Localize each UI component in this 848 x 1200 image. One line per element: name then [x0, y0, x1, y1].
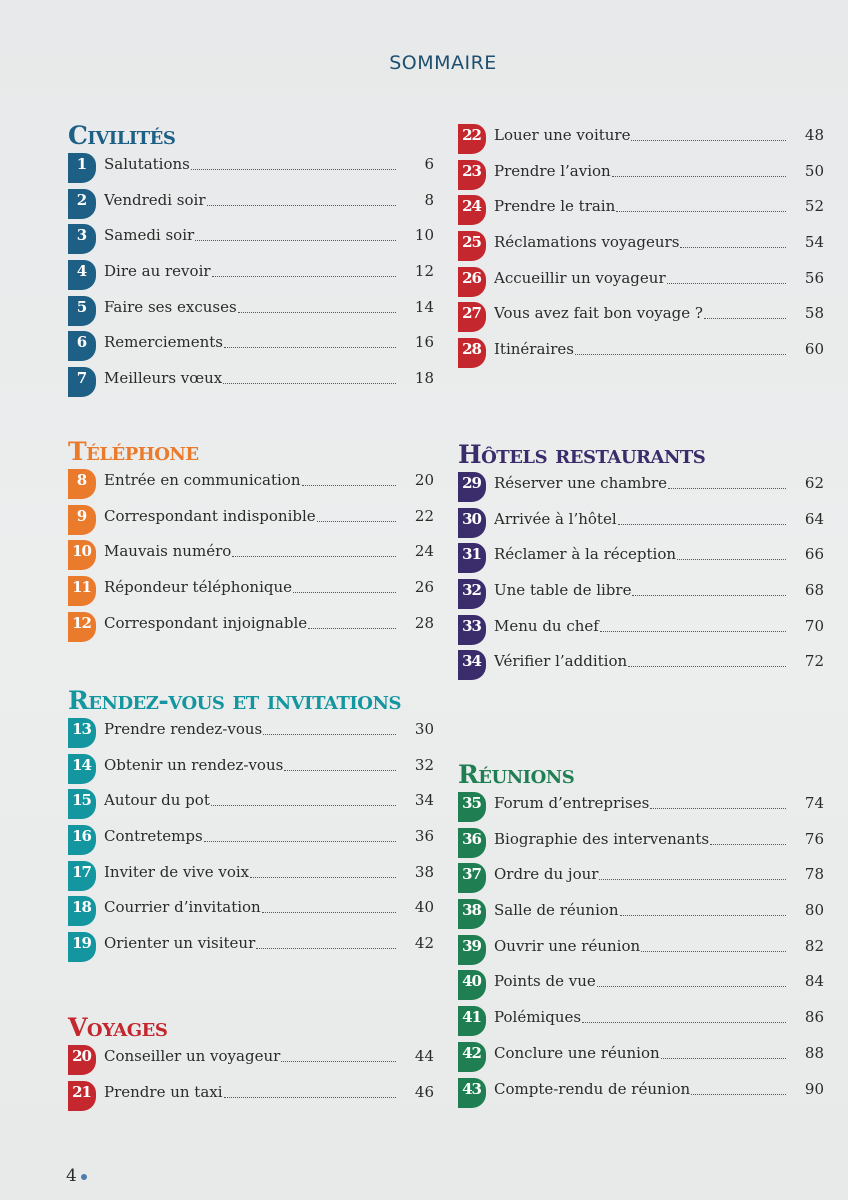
entry-page-number: 8 [424, 190, 434, 209]
dot-leader [632, 594, 786, 596]
entry-title: Courrier d’invitation [104, 898, 261, 917]
dot-leader [680, 246, 786, 248]
entry-title: Inviter de vive voix [104, 862, 250, 881]
entry-label [494, 579, 788, 601]
dot-leader [211, 804, 396, 806]
entry-page-number: 54 [804, 233, 824, 252]
entry-page-number: 86 [804, 1008, 824, 1027]
entry-title: Polémiques [494, 1008, 582, 1027]
toc-entry[interactable] [458, 828, 838, 864]
entry-page-number: 62 [804, 474, 824, 492]
section-hotels [458, 440, 838, 686]
entry-label [494, 650, 788, 672]
toc-entry[interactable] [68, 331, 448, 367]
entry-page-number: 14 [414, 297, 434, 316]
dot-leader [661, 1057, 786, 1059]
toc-entry[interactable] [68, 576, 448, 612]
entry-label [104, 296, 398, 318]
toc-entry[interactable] [68, 540, 448, 576]
section-title: Réunions [458, 760, 575, 789]
unit-number-badge: 20 [68, 1045, 96, 1075]
entry-label [104, 260, 398, 282]
entry-title: Biographie des intervenants [494, 829, 710, 848]
entry-title: Autour du pot [104, 791, 210, 810]
dot-leader [618, 523, 786, 525]
entry-page-number: 56 [804, 268, 824, 287]
entry-label [104, 896, 398, 918]
entry-title: Prendre l’avion [494, 161, 611, 180]
entry-title: Ordre du jour [494, 865, 599, 884]
toc-entry[interactable] [68, 505, 448, 541]
toc-entry[interactable] [68, 367, 448, 403]
entry-label [104, 331, 398, 353]
toc-entry[interactable] [458, 1006, 838, 1042]
entry-label [494, 828, 788, 850]
entry-title: Points de vue [494, 972, 596, 991]
entry-title: Dire au revoir [104, 262, 211, 281]
entry-page-number: 32 [414, 755, 434, 774]
entry-title: Itinéraires [494, 340, 574, 359]
entry-title: Menu du chef [494, 616, 599, 635]
unit-number-badge: 2 [68, 189, 96, 219]
unit-number-badge: 36 [458, 828, 486, 858]
entry-label [104, 367, 398, 389]
dot-leader [620, 914, 786, 916]
entry-label [494, 1006, 788, 1028]
entry-title: Samedi soir [104, 226, 195, 245]
unit-number-badge: 1 [68, 153, 96, 183]
unit-number-badge: 38 [458, 899, 486, 929]
entry-title: Salle de réunion [494, 901, 619, 920]
dot-leader [641, 950, 786, 952]
entry-page-number: 6 [424, 155, 434, 173]
unit-number-badge: 18 [68, 896, 96, 926]
toc-entry[interactable] [68, 189, 448, 225]
entry-page-number: 70 [804, 616, 824, 635]
dot-leader [256, 947, 396, 949]
entry-title: Prendre un taxi [104, 1082, 223, 1101]
entry-label [494, 302, 788, 324]
entry-label [494, 1042, 788, 1064]
unit-number-badge: 40 [458, 970, 486, 1000]
section-reunions [458, 760, 838, 1113]
dot-leader [600, 630, 786, 632]
dot-leader [599, 878, 786, 880]
dot-leader [628, 665, 786, 667]
toc-entry[interactable] [458, 338, 838, 374]
dot-leader [677, 558, 786, 560]
section-civilites [68, 121, 448, 403]
entry-page-number: 46 [414, 1082, 434, 1101]
bullet-dot-icon [81, 1174, 87, 1180]
entry-page-number: 80 [804, 901, 824, 920]
dot-leader [223, 382, 396, 384]
entry-page-number: 10 [414, 226, 434, 245]
entry-page-number: 58 [804, 304, 824, 323]
entry-title: Répondeur téléphonique [104, 578, 293, 597]
unit-number-badge: 4 [68, 260, 96, 290]
entry-label [104, 1081, 398, 1103]
toc-entry[interactable] [458, 1078, 838, 1114]
unit-number-badge: 5 [68, 296, 96, 326]
unit-number-badge: 42 [458, 1042, 486, 1072]
entry-title: Meilleurs vœux [104, 369, 223, 388]
entry-label [494, 508, 788, 530]
dot-leader [232, 555, 396, 557]
section-title: Hôtels restaurants [458, 440, 706, 469]
entry-page-number: 78 [804, 865, 824, 884]
entry-label [104, 540, 398, 562]
entry-label [104, 1045, 398, 1067]
toc-entry[interactable] [458, 935, 838, 971]
entry-page-number: 90 [804, 1079, 824, 1098]
toc-entry[interactable] [68, 861, 448, 897]
unit-number-badge: 30 [458, 508, 486, 538]
unit-number-badge: 32 [458, 579, 486, 609]
toc-entry[interactable] [458, 302, 838, 338]
toc-entry[interactable] [68, 718, 448, 754]
entry-page-number: 26 [414, 578, 434, 597]
entry-label [104, 469, 398, 491]
section-voyages [68, 1013, 448, 1116]
entry-label [494, 792, 788, 814]
toc-entry[interactable] [458, 472, 838, 508]
dot-leader [582, 1021, 786, 1023]
entry-label [104, 224, 398, 246]
dot-leader [616, 210, 786, 212]
entry-title: Faire ses excuses [104, 297, 237, 316]
dot-leader [224, 346, 396, 348]
entry-title: Obtenir un rendez-vous [104, 755, 284, 774]
unit-number-badge: 7 [68, 367, 96, 397]
toc-entry[interactable] [458, 899, 838, 935]
entry-label [104, 189, 398, 211]
dot-leader [250, 876, 396, 878]
entry-title: Ouvrir une réunion [494, 936, 641, 955]
unit-number-badge: 13 [68, 718, 96, 748]
entry-label [494, 124, 788, 146]
entry-label [104, 754, 398, 776]
section-title: Téléphone [68, 437, 199, 466]
dot-leader [195, 239, 396, 241]
entry-page-number: 88 [804, 1043, 824, 1062]
toc-entry[interactable] [458, 267, 838, 303]
toc-entry[interactable] [68, 789, 448, 825]
entry-page-number: 52 [804, 197, 824, 216]
entry-label [104, 789, 398, 811]
toc-entry[interactable] [458, 195, 838, 231]
section-telephone [68, 437, 448, 647]
entry-page-number: 36 [414, 827, 434, 846]
dot-leader [262, 911, 396, 913]
entry-label [494, 543, 788, 565]
unit-number-badge: 14 [68, 754, 96, 784]
entry-label [104, 612, 398, 634]
entry-page-number: 72 [804, 652, 824, 671]
entry-page-number: 42 [414, 934, 434, 953]
entry-page-number: 60 [804, 340, 824, 359]
unit-number-badge: 26 [458, 267, 486, 297]
unit-number-badge: 34 [458, 650, 486, 680]
dot-leader [612, 175, 786, 177]
entry-title: Orienter un visiteur [104, 934, 256, 953]
unit-number-badge: 15 [68, 789, 96, 819]
toc-entry[interactable] [68, 260, 448, 296]
entry-label [494, 899, 788, 921]
toc-entry[interactable] [68, 296, 448, 332]
entry-page-number: 28 [414, 613, 434, 632]
unit-number-badge: 29 [458, 472, 486, 502]
dot-leader [204, 840, 396, 842]
unit-number-badge: 9 [68, 505, 96, 535]
unit-number-badge: 19 [68, 932, 96, 962]
entry-title: Conclure une réunion [494, 1043, 660, 1062]
entry-page-number: 82 [804, 936, 824, 955]
unit-number-badge: 3 [68, 224, 96, 254]
dot-leader [575, 353, 786, 355]
page-title: SOMMAIRE [389, 52, 497, 74]
entry-label [104, 153, 398, 175]
entry-page-number: 18 [414, 369, 434, 388]
unit-number-badge: 31 [458, 543, 486, 573]
entry-label [494, 970, 788, 992]
unit-number-badge: 16 [68, 825, 96, 855]
section-title: Rendez-vous et invitations [68, 686, 401, 715]
entry-label [494, 1078, 788, 1100]
entry-label [494, 615, 788, 637]
entry-label [104, 861, 398, 883]
unit-number-badge: 33 [458, 615, 486, 645]
entry-title: Prendre rendez-vous [104, 720, 263, 738]
toc-entry[interactable] [68, 153, 448, 189]
section-title: Voyages [68, 1013, 168, 1042]
entry-page-number: 22 [414, 506, 434, 525]
unit-number-badge: 6 [68, 331, 96, 361]
entry-page-number: 12 [414, 262, 434, 281]
entry-page-number: 50 [804, 161, 824, 180]
unit-number-badge: 43 [458, 1078, 486, 1108]
unit-number-badge: 37 [458, 863, 486, 893]
section-voyages-continued [458, 124, 838, 374]
unit-number-badge: 23 [458, 160, 486, 190]
unit-number-badge: 35 [458, 792, 486, 822]
unit-number-badge: 22 [458, 124, 486, 154]
entry-title: Vendredi soir [104, 190, 206, 209]
toc-entry[interactable] [68, 754, 448, 790]
entry-page-number: 66 [804, 545, 824, 564]
dot-leader [704, 317, 786, 319]
dot-leader [238, 311, 396, 313]
toc-entry[interactable] [68, 1081, 448, 1117]
toc-entry[interactable] [68, 612, 448, 648]
dot-leader [650, 807, 786, 809]
dot-leader [597, 985, 786, 987]
toc-entry[interactable] [458, 863, 838, 899]
toc-entry[interactable] [68, 932, 448, 968]
toc-entry[interactable] [68, 469, 448, 505]
dot-leader [668, 487, 786, 489]
toc-entry[interactable] [458, 650, 838, 686]
dot-leader [281, 1060, 396, 1062]
toc-entry[interactable] [68, 825, 448, 861]
unit-number-badge: 8 [68, 469, 96, 499]
unit-number-badge: 17 [68, 861, 96, 891]
toc-entry[interactable] [458, 508, 838, 544]
entry-label [494, 472, 788, 494]
unit-number-badge: 27 [458, 302, 486, 332]
entry-title: Conseiller un voyageur [104, 1047, 281, 1065]
entry-label [104, 576, 398, 598]
unit-number-badge: 41 [458, 1006, 486, 1036]
entry-title: Remerciements [104, 333, 224, 352]
entry-page-number: 76 [804, 829, 824, 848]
page-number: 4 [66, 1166, 77, 1186]
entry-page-number: 30 [414, 720, 434, 738]
entry-title: Correspondant indisponible [104, 506, 316, 525]
section-title: Civilités [68, 121, 176, 150]
entry-label [494, 160, 788, 182]
toc-entry[interactable] [68, 224, 448, 260]
entry-label [104, 825, 398, 847]
dot-leader [317, 520, 396, 522]
unit-number-badge: 10 [68, 540, 96, 570]
entry-title: Réclamer à la réception [494, 545, 677, 564]
toc-entry[interactable] [458, 124, 838, 160]
entry-page-number: 68 [804, 581, 824, 600]
entry-page-number: 74 [804, 794, 824, 812]
toc-entry[interactable] [458, 579, 838, 615]
entry-title: Réclamations voyageurs [494, 233, 680, 252]
entry-title: Contretemps [104, 827, 203, 846]
entry-title: Vous avez fait bon voyage ? [494, 304, 703, 323]
dot-leader [631, 139, 786, 141]
dot-leader [302, 484, 397, 486]
unit-number-badge: 21 [68, 1081, 96, 1111]
entry-page-number: 24 [414, 542, 434, 561]
dot-leader [191, 168, 396, 170]
entry-page-number: 84 [804, 972, 824, 991]
entry-page-number: 20 [414, 471, 434, 489]
dot-leader [284, 769, 396, 771]
entry-title: Accueillir un voyageur [494, 268, 666, 287]
dot-leader [308, 627, 396, 629]
entry-title: Entrée en communication [104, 471, 301, 489]
dot-leader [212, 275, 396, 277]
entry-label [494, 231, 788, 253]
toc-entry[interactable] [458, 792, 838, 828]
entry-label [494, 195, 788, 217]
dot-leader [207, 204, 396, 206]
dot-leader [691, 1093, 786, 1095]
toc-entry[interactable] [458, 1042, 838, 1078]
entry-page-number: 44 [414, 1047, 434, 1065]
dot-leader [710, 843, 786, 845]
entry-page-number: 40 [414, 898, 434, 917]
entry-title: Vérifier l’addition [494, 652, 628, 671]
unit-number-badge: 12 [68, 612, 96, 642]
entry-title: Une table de libre [494, 581, 632, 600]
toc-entry[interactable] [458, 543, 838, 579]
entry-title: Prendre le train [494, 197, 616, 216]
entry-title: Compte-rendu de réunion [494, 1079, 691, 1098]
entry-label [494, 863, 788, 885]
unit-number-badge: 39 [458, 935, 486, 965]
entry-label [104, 505, 398, 527]
entry-page-number: 64 [804, 509, 824, 528]
unit-number-badge: 11 [68, 576, 96, 606]
entry-title: Arrivée à l’hôtel [494, 509, 617, 528]
entry-title: Louer une voiture [494, 126, 631, 144]
toc-entry[interactable] [458, 231, 838, 267]
section-rendezvous [68, 686, 448, 968]
toc-entry[interactable] [458, 160, 838, 196]
unit-number-badge: 28 [458, 338, 486, 368]
dot-leader [224, 1096, 396, 1098]
entry-label [494, 267, 788, 289]
toc-entry[interactable] [68, 896, 448, 932]
entry-title: Réserver une chambre [494, 474, 668, 492]
unit-number-badge: 25 [458, 231, 486, 261]
dot-leader [293, 591, 396, 593]
entry-page-number: 38 [414, 862, 434, 881]
entry-label [104, 718, 398, 740]
entry-title: Forum d’entreprises [494, 794, 650, 812]
entry-page-number: 16 [414, 333, 434, 352]
entry-page-number: 34 [414, 791, 434, 810]
page-footer [66, 1166, 87, 1186]
entry-title: Mauvais numéro [104, 542, 232, 561]
unit-number-badge: 24 [458, 195, 486, 225]
toc-entry[interactable] [68, 1045, 448, 1081]
dot-leader [667, 282, 786, 284]
entry-title: Correspondant injoignable [104, 613, 308, 632]
toc-entry[interactable] [458, 615, 838, 651]
toc-entry[interactable] [458, 970, 838, 1006]
entry-label [104, 932, 398, 954]
entry-label [494, 338, 788, 360]
entry-label [494, 935, 788, 957]
entry-page-number: 48 [804, 126, 824, 144]
dot-leader [263, 733, 396, 735]
entry-title: Salutations [104, 155, 190, 173]
